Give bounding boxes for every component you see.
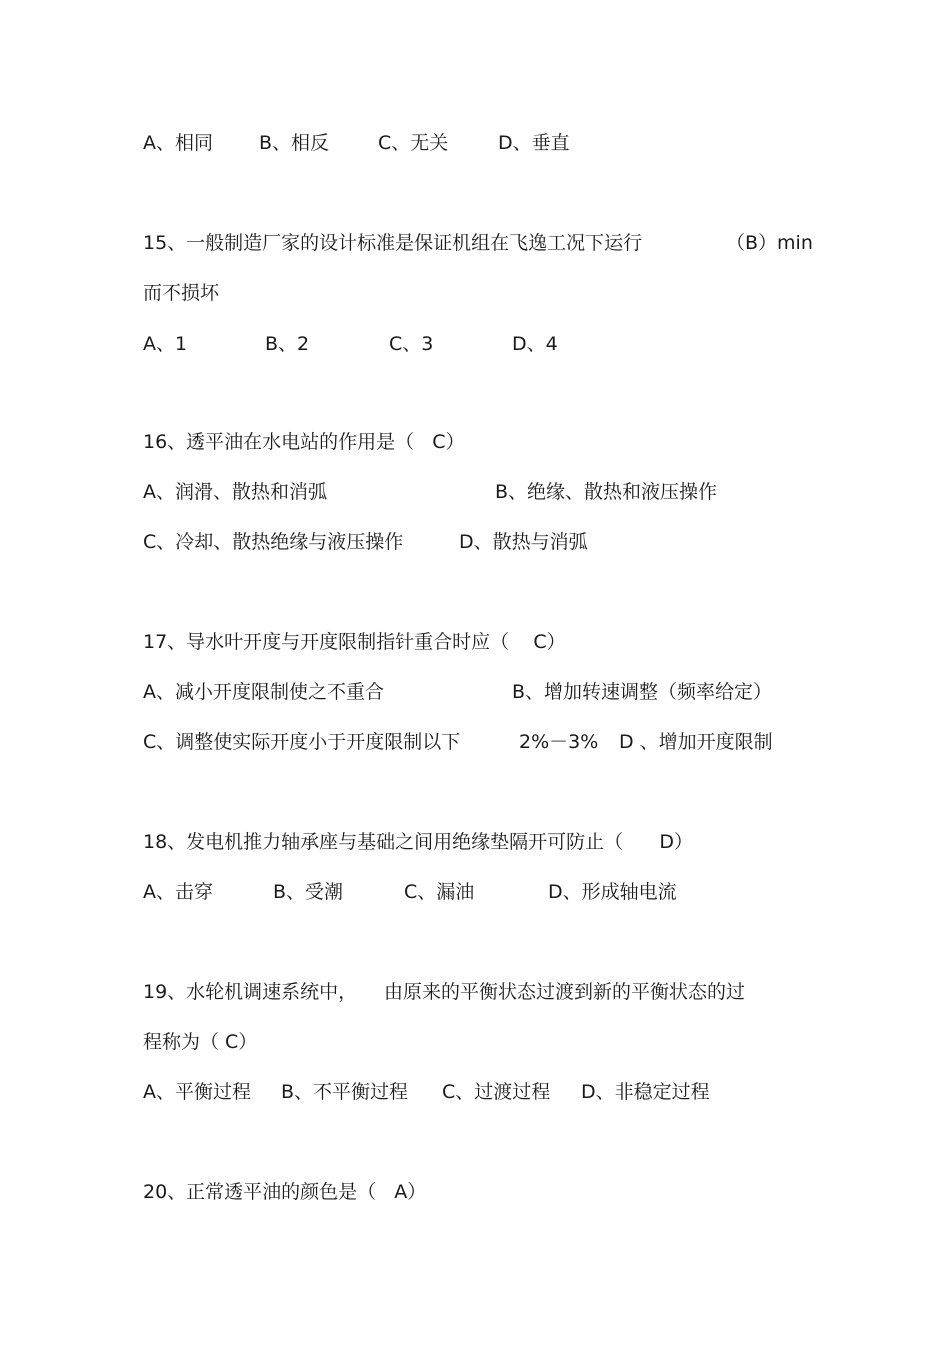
- q18-stem: 18、发电机推力轴承座与基础之间用绝缘垫隔开可防止（ D）: [143, 831, 694, 853]
- q14-option-d: D、垂直: [498, 132, 570, 154]
- q19-stem-text-a: 19、水轮机调速系统中，: [143, 981, 358, 1003]
- q17-option-c-range: 2%－3%: [519, 731, 599, 753]
- q15-stem-line2: 而不损坏: [143, 282, 220, 304]
- q19-stem-line2: 程称为（ C）: [143, 1031, 258, 1053]
- q16-option-a: A、润滑、散热和消弧: [143, 481, 327, 503]
- q19-option-c: C、过渡过程: [442, 1081, 551, 1103]
- q17-option-d: D 、增加开度限制: [619, 731, 773, 753]
- q17-option-b: B、增加转速调整（频率给定）: [512, 681, 773, 703]
- q15-option-b: B、2: [265, 333, 310, 355]
- q18-option-d: D、形成轴电流: [548, 881, 677, 903]
- q17-option-a: A、减小开度限制使之不重合: [143, 681, 384, 703]
- q18-option-a: A、击穿: [143, 881, 213, 903]
- q15-option-d: D、4: [512, 333, 558, 355]
- q17-stem: 17、导水叶开度与开度限制指针重合时应（ C）: [143, 631, 566, 653]
- q16-options-row2: [143, 530, 588, 626]
- q15-option-c: C、3: [389, 333, 434, 355]
- q15-answer: （B）min: [726, 232, 813, 254]
- q15-option-a: A、1: [143, 333, 188, 355]
- q19-option-d: D、非稳定过程: [581, 1081, 710, 1103]
- q16-option-d: D、散热与消弧: [459, 531, 588, 553]
- q14-option-a: A、相同: [143, 132, 213, 154]
- q16-option-b: B、绝缘、散热和液压操作: [495, 481, 718, 503]
- q18-option-c: C、漏油: [404, 881, 475, 903]
- q14-option-c: C、无关: [378, 132, 449, 154]
- q16-option-c: C、冷却、散热绝缘与液压操作: [143, 531, 404, 553]
- q19-option-a: A、平衡过程: [143, 1081, 251, 1103]
- q19-stem-text-b: 由原来的平衡状态过渡到新的平衡状态的过: [384, 981, 746, 1003]
- q15-stem-text: 15、一般制造厂家的设计标准是保证机组在飞逸工况下运行: [143, 232, 643, 254]
- q14-option-b: B、相反: [259, 132, 330, 154]
- q20-stem: 20、正常透平油的颜色是（ A）: [143, 1181, 427, 1203]
- q19-option-b: B、不平衡过程: [281, 1081, 409, 1103]
- q18-option-b: B、受潮: [273, 881, 344, 903]
- q17-option-c: C、调整使实际开度小于开度限制以下: [143, 731, 461, 753]
- q16-stem: 16、透平油在水电站的作用是（ C）: [143, 431, 465, 453]
